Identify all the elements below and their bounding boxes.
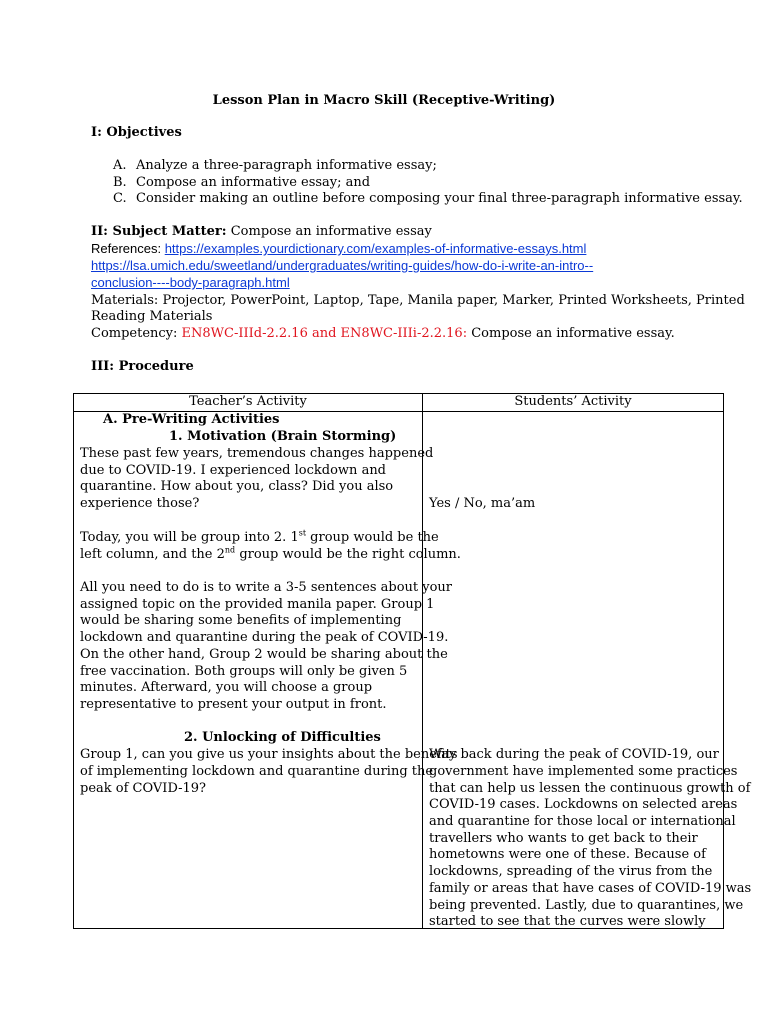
column-header-students: Students’ Activity <box>423 394 724 412</box>
reference-link[interactable]: conclusion----body-paragraph.html <box>91 275 290 290</box>
paragraph-line: All you need to do is to write a 3-5 sentences about your <box>80 579 453 595</box>
paragraph-line: being prevented. Lastly, due to quarantines, we <box>429 897 744 913</box>
subject-matter-line: II: Subject Matter: Compose an informative essay <box>91 224 432 239</box>
paragraph-line: COVID-19 cases. Lockdowns on selected areas <box>429 796 738 812</box>
paragraph-line: and quarantine for those local or international <box>429 813 736 829</box>
paragraph-line: lockdowns, spreading of the virus from the <box>429 863 713 879</box>
paragraph-line: Group 1, can you give us your insights about the benefits <box>80 746 458 762</box>
references-line <box>91 241 586 256</box>
paragraph-line: minutes. Afterward, you will choose a group <box>80 679 373 695</box>
paragraph-line: free vaccination. Both groups will only be given 5 <box>80 663 408 679</box>
step-heading: 2. Unlocking of Difficulties <box>184 729 381 745</box>
paragraph-line: would be sharing some benefits of implementing <box>80 612 402 628</box>
teacher-activity-cell <box>74 411 461 928</box>
objective-marker: A. <box>113 158 127 173</box>
paragraph-line: Way back during the peak of COVID-19, our <box>429 746 719 762</box>
paragraph-line: assigned topic on the provided manila paper. Group 1 <box>80 596 435 612</box>
table-row <box>74 411 724 928</box>
students-activity-cell <box>423 411 752 929</box>
competency-text: Compose an informative essay. <box>467 326 675 341</box>
subject-matter-heading: II: Subject Matter <box>91 224 222 239</box>
materials-line: Materials: Projector, PowerPoint, Laptop, Tape, Manila paper, Marker, Printed Worksheets, Printed <box>91 293 745 308</box>
objective-marker: C. <box>113 191 127 206</box>
paragraph-line: On the other hand, Group 2 would be sharing about the <box>80 646 448 662</box>
references-label: References: <box>91 241 165 256</box>
paragraph-line: due to COVID-19. I experienced lockdown and <box>80 462 387 478</box>
paragraph-line: peak of COVID-19? <box>80 780 207 796</box>
objective-item: Analyze a three-paragraph informative essay; <box>136 158 437 173</box>
reference-link[interactable]: https://examples.yourdictionary.com/examples-of-informative-essays.html <box>164 241 587 256</box>
competency-label: Competency: <box>91 326 182 341</box>
competency-codes: EN8WC-IIId-2.2.16 and EN8WC-IIIi-2.2.16: <box>181 326 468 341</box>
paragraph-line: quarantine. How about you, class? Did you also <box>80 478 394 494</box>
materials-line: Reading Materials <box>91 309 213 324</box>
paragraph-line: Today, you will be group into 2. 1st group would be the <box>80 528 439 545</box>
reference-link[interactable]: https://lsa.umich.edu/sweetland/undergraduates/writing-guides/how-do-i-write-an-intro-- <box>91 258 594 273</box>
column-header-teacher: Teacher’s Activity <box>74 394 423 412</box>
paragraph-line: experience those? <box>80 495 200 511</box>
paragraph-line: government have implemented some practices <box>429 763 738 779</box>
competency-line <box>91 326 675 343</box>
objective-item: Consider making an outline before composing your final three-paragraph informative essay. <box>136 191 743 206</box>
objective-marker: B. <box>113 175 127 190</box>
paragraph-line: travellers who wants to get back to their <box>429 830 698 846</box>
table-header-row <box>74 394 724 412</box>
subject-matter-value: Compose an informative essay <box>226 224 432 239</box>
paragraph-line: left column, and the 2nd group would be the right column. <box>80 545 461 562</box>
objective-item: Compose an informative essay; and <box>136 175 371 190</box>
paragraph-line: started to see that the curves were slowly <box>429 913 706 929</box>
procedure-table <box>73 393 752 929</box>
section-heading: A. Pre-Writing Activities <box>103 411 280 427</box>
paragraph-line: of implementing lockdown and quarantine during the <box>80 763 434 779</box>
paragraph-line: hometowns were one of these. Because of <box>429 846 706 862</box>
paragraph-line: These past few years, tremendous changes happened <box>80 445 434 461</box>
student-reply: Yes / No, ma’am <box>429 495 536 511</box>
paragraph-line: representative to present your output in front. <box>80 696 387 712</box>
step-heading: 1. Motivation (Brain Storming) <box>169 428 397 444</box>
page-title: Lesson Plan in Macro Skill (Receptive-Writing) <box>212 93 556 108</box>
paragraph-line: that can help us lessen the continuous growth of <box>429 780 751 796</box>
objectives-heading: I: Objectives <box>91 125 182 140</box>
procedure-heading: III: Procedure <box>91 359 194 374</box>
paragraph-line: family or areas that have cases of COVID-19 was <box>429 880 752 896</box>
paragraph-line: lockdown and quarantine during the peak of COVID-19. <box>80 629 449 645</box>
